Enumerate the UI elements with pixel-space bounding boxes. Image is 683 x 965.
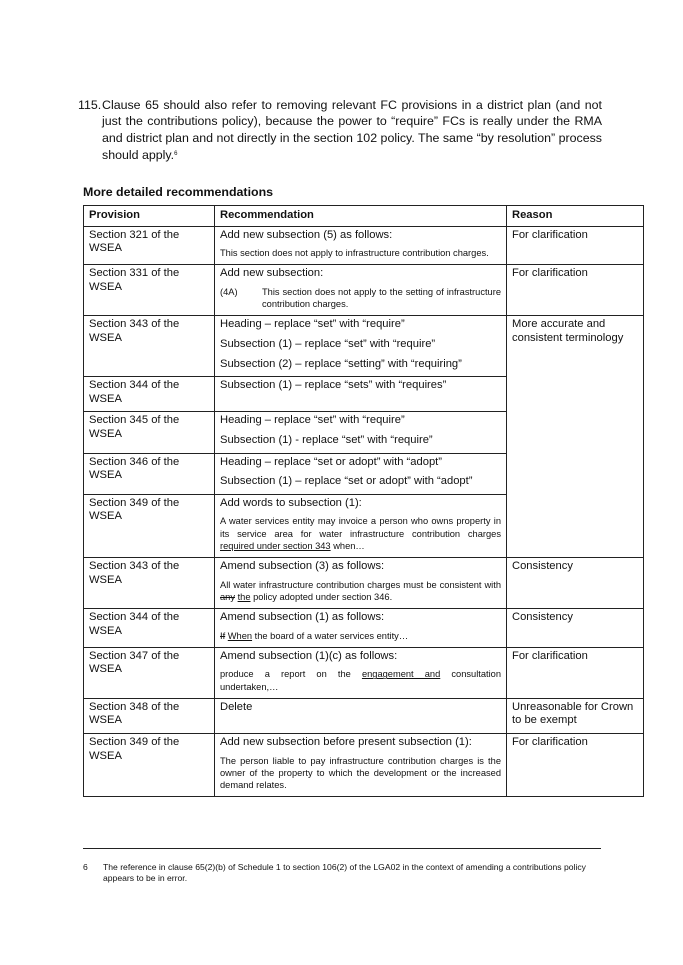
recommendation-line: Heading – replace “set or adopt” with “adopt” (220, 455, 443, 468)
provision-cell: Section 331 of the WSEA (84, 265, 215, 316)
recommendation-line: Add new subsection (5) as follows: (220, 228, 393, 241)
provision-cell: Section 349 of the WSEA (84, 733, 215, 796)
provision-cell: Section 344 of the WSEA (84, 608, 215, 647)
underlined-insertion: engagement and (361, 669, 441, 680)
recommendation-line: Add words to subsection (1): (220, 496, 362, 509)
table-row (84, 698, 644, 733)
recommendation-cell (215, 557, 507, 608)
quoted-text: produce a report on the engagement and consultation undertaken,… (220, 669, 502, 692)
footnote (83, 862, 603, 884)
quoted-text: This section does not apply to the setting of infrastructure contribution charges. (262, 286, 501, 310)
table-row (84, 226, 644, 265)
quoted-subsection (220, 286, 501, 310)
paragraph-text: Clause 65 should also refer to removing relevant FC provisions in a district plan (and not just the contributions policy), because the power to “require” FCs is really under the RMA and district plan and not directly in the section 102 policy. The same “by resolution” process should apply. (102, 98, 602, 162)
column-header-reason: Reason (507, 206, 644, 227)
recommendation-cell (215, 453, 507, 494)
provision-cell: Section 349 of the WSEA (84, 494, 215, 557)
subsection-number: (4A) (220, 286, 238, 297)
recommendation-cell (215, 494, 507, 557)
recommendation-line: Subsection (2) – replace “setting” with “requiring” (220, 357, 462, 370)
recommendation-cell (215, 412, 507, 453)
recommendation-cell (215, 698, 507, 733)
recommendation-line: Heading – replace “set” with “require” (220, 414, 405, 427)
reason-cell: Consistency (507, 557, 644, 608)
quoted-text: All water infrastructure contribution charges must be consistent with any the policy adopted under section 346. (220, 579, 501, 602)
recommendation-line: Amend subsection (3) as follows: (220, 559, 385, 572)
provision-cell: Section 347 of the WSEA (84, 647, 215, 698)
table-header-row (84, 206, 644, 227)
reason-cell: For clarification (507, 733, 644, 796)
provision-cell: Section 348 of the WSEA (84, 698, 215, 733)
recommendation-cell (215, 265, 507, 316)
column-header-provision: Provision (84, 206, 215, 227)
table-row (84, 557, 644, 608)
recommendation-line: Add new subsection before present subsection (1): (220, 735, 472, 748)
recommendation-line: Subsection (1) – replace “sets” with “requires” (220, 379, 447, 392)
provision-cell: Section 344 of the WSEA (84, 377, 215, 412)
table-row (84, 608, 644, 647)
paragraph-number: 115. (78, 98, 102, 112)
reason-cell: For clarification (507, 647, 644, 698)
underlined-insertion: When (227, 630, 253, 641)
struck-deletion: If (220, 630, 226, 641)
recommendation-line: Add new subsection: (220, 267, 324, 280)
footnote-number: 6 (83, 862, 88, 872)
paragraph-115 (78, 97, 602, 163)
footnote-divider (83, 848, 601, 849)
provision-cell: Section 321 of the WSEA (84, 226, 215, 265)
section-heading: More detailed recommendations (83, 185, 274, 199)
table-row (84, 265, 644, 316)
recommendations-table (83, 205, 644, 797)
reason-cell: Consistency (507, 608, 644, 647)
quoted-text: A water services entity may invoice a person who owns property in its service area for water infrastructure contribution charges required under section 343 when… (220, 516, 501, 551)
quoted-text: This section does not apply to infrastructure contribution charges. (220, 248, 489, 259)
provision-cell: Section 346 of the WSEA (84, 453, 215, 494)
quoted-text: The person liable to pay infrastructure contribution charges is the owner of the property to which the development or the increased demand relates. (220, 755, 501, 790)
footnote-reference: 6 (174, 150, 178, 157)
column-header-recommendation: Recommendation (215, 206, 507, 227)
recommendation-line: Heading – replace “set” with “require” (220, 318, 405, 331)
recommendation-line: Amend subsection (1) as follows: (220, 610, 385, 623)
struck-deletion: any (220, 591, 235, 602)
recommendation-cell (215, 316, 507, 377)
underlined-insertion: required under section 343 (220, 540, 331, 551)
recommendation-cell (215, 226, 507, 265)
recommendation-cell (215, 377, 507, 412)
reason-cell: For clarification (507, 265, 644, 316)
table-row (84, 733, 644, 796)
recommendation-cell (215, 647, 507, 698)
footnote-text: The reference in clause 65(2)(b) of Schedule 1 to section 106(2) of the LGA02 in the context of amending a contributions policy appears to be in error. (103, 862, 586, 883)
reason-cell: More accurate and consistent terminology (507, 316, 644, 558)
recommendation-line: Subsection (1) – replace “set” with “require” (220, 337, 436, 350)
reason-cell: Unreasonable for Crown to be exempt (507, 698, 644, 733)
provision-cell: Section 343 of the WSEA (84, 557, 215, 608)
quoted-text: If When the board of a water services entity… (220, 630, 409, 641)
provision-cell: Section 345 of the WSEA (84, 412, 215, 453)
table-row (84, 647, 644, 698)
underlined-insertion: the (237, 591, 251, 602)
recommendation-cell (215, 733, 507, 796)
recommendation-line: Delete (220, 700, 253, 713)
table-row (84, 316, 644, 377)
provision-cell: Section 343 of the WSEA (84, 316, 215, 377)
reason-cell: For clarification (507, 226, 644, 265)
recommendation-line: Subsection (1) – replace “set or adopt” with “adopt” (220, 475, 473, 488)
recommendation-line: Subsection (1) - replace “set” with “require” (220, 433, 433, 446)
recommendation-cell (215, 608, 507, 647)
recommendation-line: Amend subsection (1)(c) as follows: (220, 649, 398, 662)
